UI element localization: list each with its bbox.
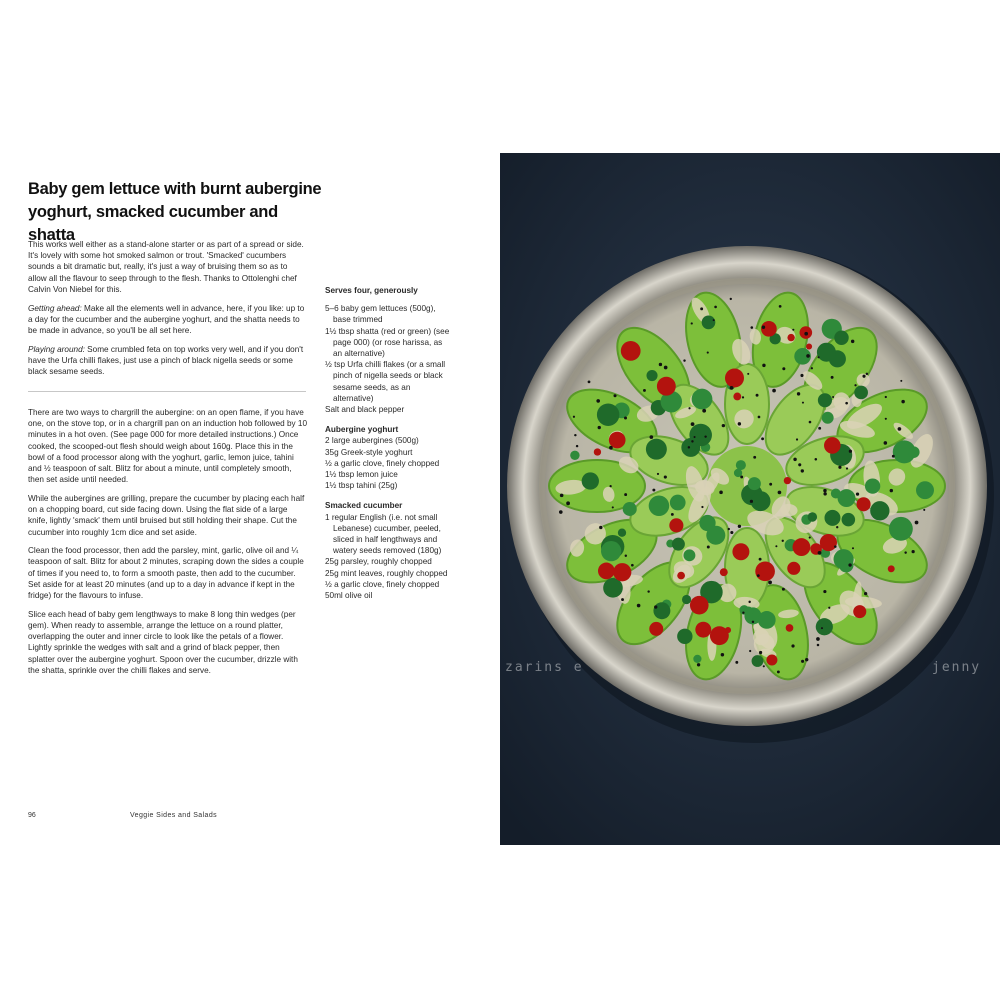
recipe-title-line-2: yoghurt, smacked cucumber and shatta bbox=[28, 203, 278, 244]
black-seed bbox=[625, 555, 627, 557]
cucumber-herb-chunk bbox=[653, 602, 670, 619]
black-seed bbox=[806, 354, 810, 358]
ingredient-item: 25g mint leaves, roughly chopped bbox=[325, 568, 448, 578]
shatta-blob bbox=[784, 477, 791, 484]
black-seed bbox=[691, 322, 693, 324]
black-seed bbox=[664, 475, 667, 478]
cucumber-herb-chunk bbox=[618, 529, 626, 537]
black-seed bbox=[560, 494, 564, 498]
black-seed bbox=[748, 601, 750, 603]
cucumber-herb-chunk bbox=[646, 439, 667, 460]
black-seed bbox=[768, 580, 772, 584]
watermark-left: zarins e bbox=[505, 660, 584, 675]
playing-around-text: Some crumbled feta on top works very well, and if you don't have the Urfa chilli flakes, just use a pinch of black nigella seeds or some black sesame seeds. bbox=[28, 344, 304, 377]
shatta-blob bbox=[677, 572, 685, 580]
black-seed bbox=[884, 441, 888, 445]
getting-ahead-label: Getting ahead: bbox=[28, 303, 82, 313]
black-seed bbox=[596, 399, 600, 403]
ingredient-item: 1½ tbsp shatta (red or green) (see page 000) (or rose harissa, as an alternative) bbox=[325, 326, 450, 359]
ingredient-item: Salt and black pepper bbox=[325, 405, 405, 415]
shatta-blob bbox=[695, 622, 711, 638]
black-seed bbox=[778, 491, 782, 495]
shatta-blob bbox=[725, 627, 731, 633]
shatta-blob bbox=[786, 624, 794, 632]
black-seed bbox=[782, 588, 785, 591]
black-seed bbox=[885, 418, 887, 420]
cucumber-herb-chunk bbox=[693, 655, 701, 663]
getting-ahead-note bbox=[28, 303, 308, 337]
black-seed bbox=[624, 493, 627, 496]
black-seed bbox=[809, 421, 812, 424]
black-seed bbox=[738, 422, 741, 425]
black-seed bbox=[759, 651, 762, 654]
black-seed bbox=[700, 307, 703, 310]
black-seed bbox=[598, 426, 601, 429]
black-seed bbox=[566, 501, 570, 505]
black-seed bbox=[762, 364, 765, 367]
black-seed bbox=[802, 402, 804, 404]
ingredient-item: 25g parsley, roughly chopped bbox=[325, 557, 432, 567]
black-seed bbox=[809, 537, 811, 539]
ingredient-item: ½ a garlic clove, finely chopped bbox=[325, 579, 440, 589]
cucumber-herb-chunk bbox=[692, 389, 713, 410]
black-seed bbox=[845, 402, 848, 405]
black-seed bbox=[864, 592, 867, 595]
black-seed bbox=[652, 489, 655, 492]
black-seed bbox=[728, 528, 730, 530]
black-seed bbox=[831, 376, 834, 379]
recipe-title-line-1: Baby gem lettuce with burnt aubergine bbox=[28, 180, 322, 198]
black-seed bbox=[772, 389, 776, 393]
ingredients-column bbox=[325, 285, 450, 610]
black-seed bbox=[688, 407, 690, 409]
shatta-blob bbox=[669, 518, 683, 532]
cucumber-herb-chunk bbox=[672, 538, 685, 551]
black-seed bbox=[576, 445, 578, 447]
shatta-blob bbox=[824, 437, 841, 454]
black-seed bbox=[609, 446, 613, 450]
watermark-right: jenny bbox=[932, 660, 982, 675]
black-seed bbox=[800, 374, 803, 377]
black-seed bbox=[848, 563, 851, 566]
black-seed bbox=[738, 525, 741, 528]
intro-paragraph: This works well either as a stand-alone starter or as part of a spread or side. It's lovely with some hot smoked salmon or trout. 'Smacked' cucumbers sounds a bit dramatic but, really, it's just a way of bruising them so as to allow all the flavour to seep through to the flesh. Thanks to Ottolenghi chef Calvin Von Niebel for this. bbox=[28, 240, 304, 294]
cucumber-herb-chunk bbox=[689, 424, 712, 447]
black-seed bbox=[915, 521, 919, 525]
black-seed bbox=[701, 506, 703, 508]
black-seed bbox=[904, 551, 906, 553]
aubergine-yoghurt-heading: Aubergine yoghurt bbox=[325, 425, 399, 435]
black-seed bbox=[624, 416, 627, 419]
black-seed bbox=[818, 356, 820, 358]
cucumber-herb-chunk bbox=[817, 343, 836, 362]
black-seed bbox=[756, 394, 759, 397]
black-seed bbox=[796, 438, 798, 440]
cucumber-herb-chunk bbox=[758, 611, 776, 629]
black-seed bbox=[714, 306, 717, 309]
black-seed bbox=[702, 409, 706, 413]
ingredients-main bbox=[325, 303, 450, 415]
cucumber-herb-chunk bbox=[744, 607, 753, 616]
shatta-blob bbox=[820, 534, 837, 551]
cucumber-herb-chunk bbox=[736, 460, 746, 470]
intro-column bbox=[28, 239, 308, 385]
black-seed bbox=[866, 373, 868, 375]
black-seed bbox=[691, 440, 693, 442]
shatta-blob bbox=[725, 368, 744, 387]
cucumber-herb-chunk bbox=[670, 495, 686, 511]
dish-photo bbox=[500, 153, 1000, 845]
shatta-blob bbox=[690, 596, 709, 615]
black-seed bbox=[612, 506, 614, 508]
black-seed bbox=[647, 590, 649, 592]
black-seed bbox=[707, 351, 709, 353]
black-seed bbox=[828, 607, 830, 609]
cucumber-herb-chunk bbox=[601, 541, 621, 561]
black-seed bbox=[890, 489, 893, 492]
cucumber-herb-chunk bbox=[752, 655, 764, 667]
black-seed bbox=[792, 329, 794, 331]
black-seed bbox=[650, 435, 654, 439]
black-seed bbox=[900, 380, 902, 382]
black-seed bbox=[722, 424, 725, 427]
section-divider bbox=[28, 391, 306, 392]
black-seed bbox=[797, 392, 800, 395]
ingredient-item: 1 regular English (i.e. not small Lebanese) cucumber, peeled, sliced in half lengthways and watery seeds removed (180g) bbox=[325, 512, 442, 556]
black-seed bbox=[637, 604, 641, 608]
black-seed bbox=[621, 598, 624, 601]
salad-platter-illustration bbox=[500, 153, 1000, 845]
smacked-cucumber-ingredients bbox=[325, 500, 450, 601]
cucumber-herb-chunk bbox=[682, 595, 691, 604]
ingredient-item: 2 large aubergines (500g) bbox=[325, 436, 419, 446]
black-seed bbox=[798, 463, 801, 466]
black-seed bbox=[851, 340, 854, 343]
cucumber-herb-chunk bbox=[854, 386, 868, 400]
method-step: There are two ways to chargrill the aubergine: on an open flame, if you have one, on the stove top, or in a chargrill pan on an induction hob followed by 10 minutes in a hot oven. (See page 000 for more detailed instructions.) Once cooked, the scooped-out flesh should weigh about 160g. Place this in the bowl of a food processor along with the yoghurt, garlic, lemon juice, tahini and ½ teaspoon of salt. Blitz for about a minute, until completely smooth, then set aside until needed. bbox=[28, 408, 308, 485]
black-seed bbox=[707, 546, 710, 549]
black-seed bbox=[818, 427, 821, 430]
black-seed bbox=[742, 396, 744, 398]
method-step: Clean the food processor, then add the parsley, mint, garlic, olive oil and ¼ teaspoon of salt. Blitz for about 2 minutes, scraping down the sides a couple of times if you need to, to form a smooth paste, then add to the cucumber. Set aside for at least 20 minutes (and up to a day in advance if kept in the fridge) for the flavours to infuse. bbox=[28, 546, 304, 601]
ingredient-item: ½ tsp Urfa chilli flakes (or a small pinch of nigella seeds or black sesame seeds, as an alternative) bbox=[325, 360, 446, 403]
black-seed bbox=[815, 458, 818, 461]
cucumber-herb-chunk bbox=[889, 517, 913, 541]
aubergine-yoghurt-ingredients bbox=[325, 424, 450, 491]
black-seed bbox=[730, 298, 732, 300]
shatta-blob bbox=[594, 448, 601, 455]
shatta-blob bbox=[732, 543, 749, 560]
shatta-blob bbox=[755, 562, 775, 582]
cucumber-herb-chunk bbox=[649, 495, 670, 516]
cucumber-herb-chunk bbox=[908, 446, 920, 458]
cucumber-herb-chunk bbox=[646, 370, 657, 381]
black-seed bbox=[817, 644, 820, 647]
black-seed bbox=[671, 513, 674, 516]
page-number: 96 bbox=[28, 812, 36, 819]
black-seed bbox=[753, 456, 756, 459]
black-seed bbox=[574, 434, 576, 436]
shatta-blob bbox=[853, 605, 866, 618]
shatta-blob bbox=[733, 393, 741, 401]
black-seed bbox=[821, 627, 823, 629]
shatta-blob bbox=[888, 565, 895, 572]
black-seed bbox=[704, 435, 706, 437]
shatta-blob bbox=[649, 622, 663, 636]
black-seed bbox=[762, 326, 765, 329]
ingredient-item: 35g Greek-style yoghurt bbox=[325, 447, 413, 457]
cucumber-herb-chunk bbox=[597, 403, 620, 426]
black-seed bbox=[759, 558, 762, 561]
black-seed bbox=[721, 653, 724, 656]
black-seed bbox=[691, 422, 695, 426]
cucumber-herb-chunk bbox=[831, 489, 841, 499]
recipe-title bbox=[28, 178, 328, 247]
black-seed bbox=[793, 458, 796, 461]
method-step: Slice each head of baby gem lengthways to make 8 long thin wedges (per gem). When ready to assemble, arrange the lettuce on a round platter, overlapping the outer and inner circle to look like the petals of a flower. Lightly sprinkle the wedges with salt and a grind of black pepper, then splatter over the aubergine yoghurt. Spoon over the cucumber, drizzle with the shatta, sprinkle over the chilli flakes and serve. bbox=[28, 609, 298, 675]
black-seed bbox=[758, 416, 761, 419]
cucumber-herb-chunk bbox=[623, 502, 637, 516]
shatta-blob bbox=[720, 568, 728, 576]
cucumber-herb-chunk bbox=[702, 316, 716, 330]
shatta-blob bbox=[624, 343, 639, 358]
cucumber-herb-chunk bbox=[706, 526, 725, 545]
black-seed bbox=[659, 363, 662, 366]
playing-around-label: Playing around: bbox=[28, 344, 85, 354]
shatta-blob bbox=[766, 655, 777, 666]
black-seed bbox=[747, 373, 749, 375]
black-seed bbox=[836, 526, 838, 528]
cucumber-herb-chunk bbox=[842, 513, 856, 527]
black-seed bbox=[805, 658, 808, 661]
cucumber-herb-chunk bbox=[808, 512, 818, 522]
black-seed bbox=[742, 612, 744, 614]
ingredient-item: 5–6 baby gem lettuces (500g), base trimmed bbox=[325, 304, 436, 325]
black-seed bbox=[816, 637, 820, 641]
cucumber-herb-chunk bbox=[870, 501, 889, 520]
black-seed bbox=[901, 400, 904, 403]
shatta-blob bbox=[787, 562, 800, 575]
cucumber-herb-chunk bbox=[582, 472, 599, 489]
black-seed bbox=[735, 661, 738, 664]
getting-ahead-text: Make all the elements well in advance, here, if you like: up to a day for the cucumber and the aubergine yoghurt, and the shatta needs to be made in advance, so you'll be all set here. bbox=[28, 303, 305, 335]
black-seed bbox=[573, 416, 575, 418]
black-seed bbox=[801, 660, 804, 663]
ingredient-item: 1½ tbsp tahini (25g) bbox=[325, 481, 398, 491]
black-seed bbox=[801, 469, 804, 472]
shatta-blob bbox=[806, 343, 812, 349]
shatta-blob bbox=[613, 563, 631, 581]
black-seed bbox=[777, 671, 780, 674]
playing-around-note bbox=[28, 344, 308, 378]
black-seed bbox=[757, 574, 760, 577]
cucumber-herb-chunk bbox=[751, 491, 771, 511]
cucumber-herb-chunk bbox=[822, 412, 834, 424]
black-seed bbox=[892, 455, 895, 458]
black-seed bbox=[654, 605, 657, 608]
black-seed bbox=[846, 467, 848, 469]
cucumber-herb-chunk bbox=[748, 477, 761, 490]
black-seed bbox=[838, 466, 841, 469]
black-seed bbox=[834, 545, 837, 548]
black-seed bbox=[804, 332, 808, 336]
ingredient-item: 50ml olive oil bbox=[325, 591, 373, 601]
black-seed bbox=[823, 492, 826, 495]
black-seed bbox=[730, 531, 733, 534]
black-seed bbox=[823, 590, 826, 593]
cucumber-herb-chunk bbox=[818, 393, 832, 407]
black-seed bbox=[749, 650, 751, 652]
black-seed bbox=[664, 366, 668, 370]
black-seed bbox=[782, 540, 784, 542]
black-seed bbox=[713, 319, 715, 321]
black-seed bbox=[775, 545, 777, 547]
black-seed bbox=[912, 550, 915, 553]
cucumber-herb-chunk bbox=[824, 510, 840, 526]
black-seed bbox=[856, 492, 859, 495]
black-seed bbox=[730, 386, 734, 390]
black-seed bbox=[849, 450, 852, 453]
black-seed bbox=[683, 359, 685, 361]
shatta-blob bbox=[857, 497, 871, 511]
black-seed bbox=[898, 427, 902, 431]
black-seed bbox=[811, 367, 813, 369]
black-seed bbox=[740, 476, 743, 479]
black-seed bbox=[614, 394, 617, 397]
ingredient-item: 1½ tbsp lemon juice bbox=[325, 470, 398, 480]
black-seed bbox=[657, 473, 659, 475]
black-seed bbox=[719, 491, 723, 495]
black-seed bbox=[791, 644, 794, 647]
black-seed bbox=[832, 396, 834, 398]
black-seed bbox=[763, 665, 765, 667]
shatta-blob bbox=[787, 334, 794, 341]
cucumber-herb-chunk bbox=[816, 618, 833, 635]
black-seed bbox=[588, 381, 591, 384]
black-seed bbox=[643, 389, 646, 392]
cucumber-herb-chunk bbox=[865, 478, 880, 493]
cucumber-herb-chunk bbox=[570, 451, 579, 460]
black-seed bbox=[823, 489, 826, 492]
black-seed bbox=[750, 326, 753, 329]
black-seed bbox=[852, 547, 854, 549]
black-seed bbox=[782, 367, 785, 370]
cucumber-herb-chunk bbox=[677, 629, 692, 644]
black-seed bbox=[862, 375, 865, 378]
cucumber-herb-chunk bbox=[683, 549, 695, 561]
shatta-blob bbox=[657, 377, 676, 396]
cucumber-herb-chunk bbox=[834, 331, 848, 345]
black-seed bbox=[769, 483, 772, 486]
shatta-blob bbox=[793, 538, 811, 556]
shatta-blob bbox=[598, 563, 615, 580]
black-seed bbox=[694, 436, 696, 438]
black-seed bbox=[752, 621, 754, 623]
black-seed bbox=[631, 564, 634, 567]
method-step: While the aubergines are grilling, prepare the cucumber by placing each half on a chopping board, cut side facing down. Using the flat side of a large knife, lightly 'smack' them until bruised but still holding their shape. Cut the cucumber into roughly 1cm dice and set aside. bbox=[28, 493, 305, 537]
black-seed bbox=[559, 510, 563, 514]
black-seed bbox=[761, 437, 764, 440]
shatta-blob bbox=[609, 432, 626, 449]
cucumber-herb-chunk bbox=[916, 481, 934, 499]
black-seed bbox=[854, 384, 856, 386]
smacked-cucumber-heading: Smacked cucumber bbox=[325, 501, 403, 511]
black-seed bbox=[688, 446, 690, 448]
black-seed bbox=[697, 663, 700, 666]
black-seed bbox=[779, 305, 782, 308]
black-seed bbox=[818, 551, 822, 555]
running-footer: Veggie Sides and Salads bbox=[130, 812, 218, 819]
method-column bbox=[28, 407, 308, 683]
black-seed bbox=[610, 485, 612, 487]
black-seed bbox=[750, 500, 753, 503]
black-seed bbox=[599, 526, 602, 529]
ingredient-item: ½ a garlic clove, finely chopped bbox=[325, 458, 440, 468]
serves-heading: Serves four, generously bbox=[325, 286, 418, 295]
black-seed bbox=[923, 509, 925, 511]
black-seed bbox=[885, 396, 887, 398]
